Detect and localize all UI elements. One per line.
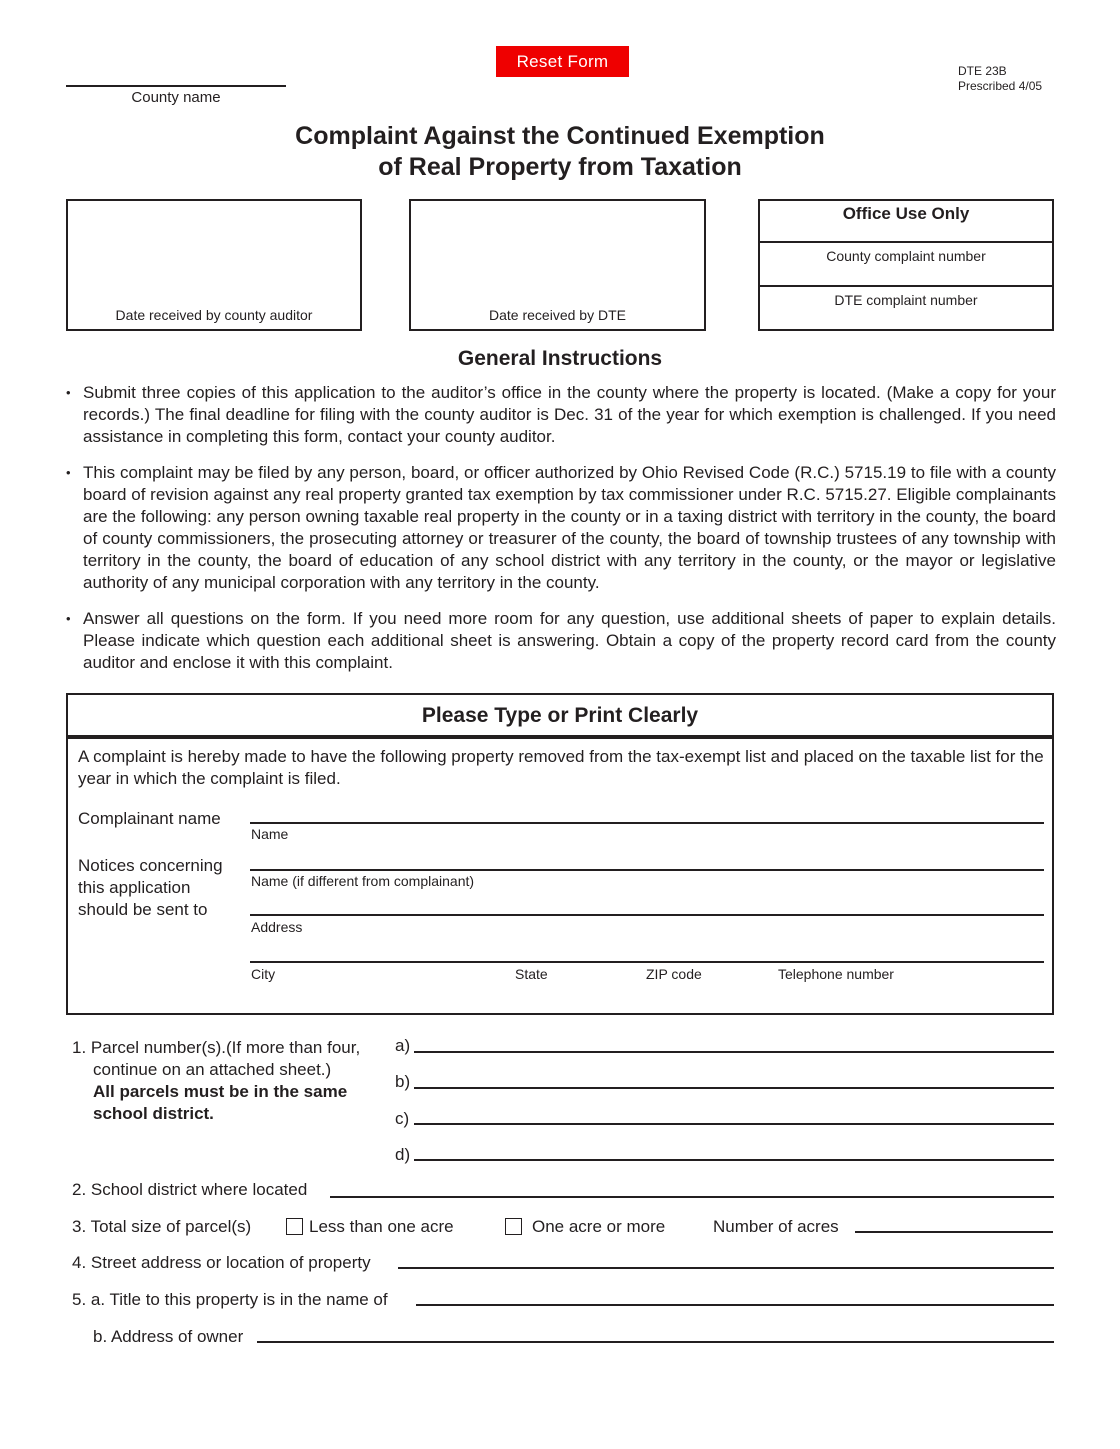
parcel-c-input[interactable] — [414, 1101, 1054, 1123]
q1-note: All parcels must be in the same school district. — [93, 1082, 348, 1123]
title-line-1: Complaint Against the Continued Exemption — [295, 122, 825, 150]
city-caption: City — [251, 966, 276, 982]
state-caption: State — [515, 966, 548, 982]
less-than-one-acre-label: Less than one acre — [309, 1217, 454, 1236]
date-received-dte-label: Date received by DTE — [489, 307, 626, 323]
parcel-d-label: d) — [395, 1145, 411, 1164]
complainant-name-input[interactable] — [250, 799, 1044, 821]
complainant-info-section — [66, 693, 1054, 1015]
name-caption: Name — [251, 826, 289, 842]
parcel-d-input[interactable] — [414, 1137, 1054, 1159]
number-of-acres-label: Number of acres — [713, 1217, 839, 1236]
prescribed-date: Prescribed 4/05 — [958, 79, 1043, 93]
complainant-name-line — [250, 822, 1044, 824]
instruction-text: This complaint may be filed by any person, board, or officer authorized by Ohio Revised Code (R.C.) 5715.19 to file with a county board of revision against any real property granted tax exemption by tax commissioner under R.C. 5715.27. Eligible complainants are the following: any person owning taxable real property in the county or in a taxing district with territory in the county, the board of county commissioners, the prosecuting attorney or treasurer of the county, the board of township trustees of any township with territory in the county, the board of education of any school district with any territory in the county, or the mayor or legislative authority of any municipal corporation with any territory in the county. — [83, 463, 1056, 592]
q2-label: 2. School district where located — [72, 1180, 308, 1199]
property-address-input[interactable] — [398, 1245, 1054, 1267]
parcel-b-label: b) — [395, 1072, 411, 1091]
notice-name-input[interactable] — [250, 846, 1044, 868]
title-line-2: of Real Property from Taxation — [378, 153, 742, 181]
county-complaint-number-field[interactable] — [760, 241, 1052, 285]
one-acre-or-more-label: One acre or more — [532, 1217, 666, 1236]
form-id — [958, 64, 1042, 94]
parcel-c-line — [414, 1123, 1054, 1125]
q1-label: 1. Parcel number(s).(If more than four, — [72, 1038, 361, 1057]
notices-label: Notices concerning this application should be sent to — [78, 856, 223, 919]
q5a-label: 5. a. Title to this property is in the name of — [72, 1290, 388, 1309]
instruction-item — [66, 462, 1056, 594]
print-clearly-heading: Please Type or Print Clearly — [68, 695, 1052, 739]
property-address-line — [398, 1267, 1054, 1269]
parcel-c-label: c) — [395, 1109, 410, 1128]
notice-address-line — [250, 914, 1044, 916]
page-title — [0, 121, 1120, 183]
owner-address-input[interactable] — [257, 1319, 1054, 1341]
date-received-county-auditor-label: Date received by county auditor — [115, 307, 313, 323]
complaint-intro-text: A complaint is hereby made to have the following property removed from the tax-exempt list and placed on the taxable list for the year in which the complaint is filed. — [78, 747, 1044, 788]
zip-caption: ZIP code — [646, 966, 702, 982]
school-district-input[interactable] — [330, 1174, 1054, 1196]
date-received-dte-box[interactable] — [409, 199, 706, 331]
parcel-a-input[interactable] — [414, 1029, 1054, 1051]
complainant-name-label: Complainant name — [78, 809, 221, 828]
notice-city-line — [250, 961, 1044, 963]
county-name-input[interactable] — [66, 62, 286, 84]
q3-label: 3. Total size of parcel(s) — [72, 1217, 252, 1236]
q5b-label: b. Address of owner — [93, 1327, 244, 1346]
parcel-a-label: a) — [395, 1036, 411, 1055]
one-acre-or-more-checkbox[interactable] — [505, 1218, 522, 1235]
bullet-icon: • — [66, 465, 71, 480]
dte-complaint-number-field[interactable] — [760, 285, 1052, 329]
parcel-a-line — [414, 1051, 1054, 1053]
office-use-only-box — [758, 199, 1054, 331]
county-name-line — [66, 85, 286, 87]
bullet-icon: • — [66, 385, 71, 400]
date-received-county-auditor-box[interactable] — [66, 199, 362, 331]
q1-label-cont: continue on an attached sheet.) — [93, 1060, 332, 1079]
dte-complaint-number-label: DTE complaint number — [834, 292, 978, 308]
number-of-acres-line — [855, 1231, 1053, 1233]
q4-label: 4. Street address or location of property — [72, 1253, 371, 1272]
instruction-text: Answer all questions on the form. If you need more room for any question, use additional sheets of paper to explain details. Please indicate which question each additional sheet is answering. Obtain a copy of the property record card from the county auditor and enclose it with this complaint. — [83, 609, 1056, 672]
notice-city-state-zip-phone-input[interactable] — [250, 938, 1044, 960]
instruction-item — [66, 382, 1056, 448]
address-caption: Address — [251, 919, 303, 935]
county-complaint-number-label: County complaint number — [826, 248, 986, 264]
instruction-item — [66, 608, 1056, 674]
reset-form-button[interactable]: Reset Form — [496, 46, 629, 77]
less-than-one-acre-checkbox[interactable] — [286, 1218, 303, 1235]
instruction-text: Submit three copies of this application to the auditor’s office in the county where the property is located. (Make a copy for your records.) The final deadline for filing with the county auditor is Dec. 31 of the year for which exemption is challenged. If you need assistance in completing this form, contact your county auditor. — [83, 383, 1056, 446]
number-of-acres-input[interactable] — [855, 1210, 1053, 1232]
owner-address-line — [257, 1341, 1054, 1343]
parcel-b-line — [414, 1087, 1054, 1089]
title-holder-input[interactable] — [416, 1282, 1054, 1304]
office-use-heading: Office Use Only — [842, 204, 970, 223]
county-name-label: County name — [131, 89, 221, 106]
title-holder-line — [416, 1304, 1054, 1306]
name-alt-caption: Name (if different from complainant) — [251, 873, 475, 889]
form-number: DTE 23B — [958, 64, 1007, 78]
parcel-b-input[interactable] — [414, 1065, 1054, 1087]
school-district-line — [330, 1196, 1054, 1198]
general-instructions-heading: General Instructions — [457, 347, 663, 370]
notice-name-line — [250, 869, 1044, 871]
telephone-caption: Telephone number — [778, 966, 894, 982]
bullet-icon: • — [66, 611, 71, 626]
parcel-d-line — [414, 1159, 1054, 1161]
notice-address-input[interactable] — [250, 891, 1044, 913]
